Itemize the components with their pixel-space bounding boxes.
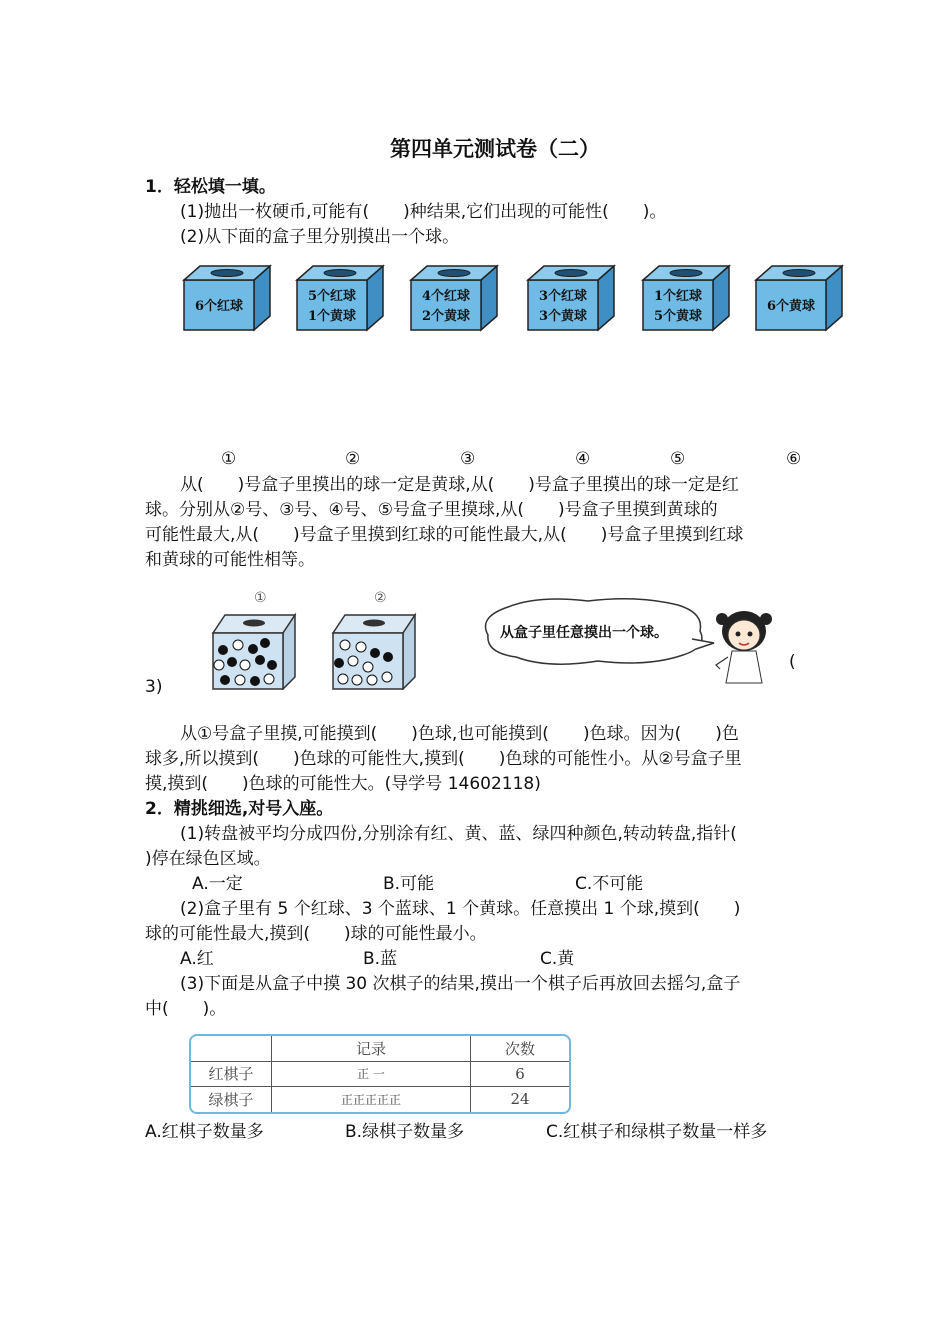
box-6-text: 6个黄球	[766, 299, 816, 314]
box-4-text: 3个红球	[538, 289, 588, 304]
table-row2-label: 绿棋子	[191, 1086, 272, 1112]
q1-p2-line2: 球。分别从②号、③号、④号、⑤号盒子里摸球,从( )号盒子里摸到黄球的	[145, 500, 718, 520]
table-header-count: 次数	[471, 1036, 570, 1061]
box2	[333, 615, 415, 689]
table-header-record: 记录	[272, 1036, 471, 1061]
box-5-text: 5个黄球	[653, 309, 703, 324]
q1-p3-line1: 从①号盒子里摸,可能摸到( )色球,也可能摸到( )色球。因为( )色	[180, 724, 739, 744]
box-number-5: ⑤	[670, 449, 686, 469]
table-row2-tally: 正正正正正	[272, 1086, 471, 1112]
box-number-1: ①	[221, 449, 237, 469]
q2-s2-line1: (2)盒子里有 5 个红球、3 个蓝球、1 个黄球。任意摸出 1 个球,摸到( )	[180, 899, 741, 919]
box-6	[756, 266, 842, 330]
ball-boxes-figure	[180, 262, 850, 347]
table-header-blank	[191, 1036, 272, 1061]
girl-illustration	[714, 605, 780, 685]
q2-heading: 2．精挑细选,对号入座。	[145, 799, 334, 819]
q1-p3-open-paren: (	[789, 652, 796, 672]
q1-p3-line2: 球多,所以摸到( )色球的可能性大,摸到( )色球的可能性小。从②号盒子里	[145, 749, 742, 769]
box-number-2: ②	[345, 449, 361, 469]
box-4-text: 3个黄球	[538, 309, 588, 324]
q1-p2-line1: 从( )号盒子里摸出的球一定是黄球,从( )号盒子里摸出的球一定是红	[180, 475, 739, 495]
box-3	[411, 266, 497, 330]
q2-s2-line2: 球的可能性最大,摸到( )球的可能性最小。	[145, 924, 487, 944]
table-row1-label: 红棋子	[191, 1061, 272, 1086]
q2-s1-option-a: A.一定	[192, 874, 243, 894]
q2-s3-option-c: C.红棋子和绿棋子数量一样多	[546, 1122, 768, 1142]
q2-s1-option-c: C.不可能	[575, 874, 644, 894]
box-1-text: 6个红球	[194, 299, 244, 314]
q1-part1: (1)抛出一枚硬币,可能有( )种结果,它们出现的可能性( )。	[180, 202, 667, 222]
box2-label: ②	[374, 590, 387, 606]
speech-text: 从盒子里任意摸出一个球。	[500, 625, 668, 641]
q1-p3-label: 3)	[145, 677, 163, 697]
box-2	[297, 266, 383, 330]
q2-s1-option-b: B.可能	[383, 874, 435, 894]
q2-s3-option-a: A.红棋子数量多	[145, 1122, 264, 1142]
q1-p3-line3: 摸,摸到( )色球的可能性大。(导学号 14602118)	[145, 774, 541, 794]
box-3-text: 4个红球	[421, 289, 471, 304]
box-3-text: 2个黄球	[421, 309, 471, 324]
box-5	[643, 266, 729, 330]
record-table	[189, 1034, 571, 1114]
q2-s2-option-b: B.蓝	[363, 949, 398, 969]
box-2-text: 5个红球	[307, 289, 357, 304]
q1-part2: (2)从下面的盒子里分别摸出一个球。	[180, 227, 460, 247]
box-number-4: ④	[575, 449, 591, 469]
q2-s3-line2: 中( )。	[145, 999, 227, 1019]
box-1	[184, 266, 270, 330]
q2-s3-option-b: B.绿棋子数量多	[345, 1122, 465, 1142]
box-4	[528, 266, 614, 330]
q2-s2-option-a: A.红	[180, 949, 214, 969]
pebble-boxes-figure	[205, 605, 435, 690]
q1-p2-line4: 和黄球的可能性相等。	[145, 550, 315, 570]
box1	[213, 615, 295, 689]
box-number-3: ③	[460, 449, 476, 469]
q2-s2-option-c: C.黄	[540, 949, 575, 969]
q1-p2-line3: 可能性最大,从( )号盒子里摸到红球的可能性最大,从( )号盒子里摸到红球	[145, 525, 744, 545]
box-2-text: 1个黄球	[307, 309, 357, 324]
page-title: 第四单元测试卷（二）	[390, 136, 600, 161]
box-number-6: ⑥	[786, 449, 802, 469]
box1-label: ①	[254, 590, 267, 606]
table-row2-count: 24	[510, 1090, 530, 1109]
q2-s3-line1: (3)下面是从盒子中摸 30 次棋子的结果,摸出一个棋子后再放回去摇匀,盒子	[180, 974, 741, 994]
table-row1-tally: 正 一	[272, 1061, 471, 1086]
q2-s1-line1: (1)转盘被平均分成四份,分别涂有红、黄、蓝、绿四种颜色,转动转盘,指针(	[180, 824, 737, 844]
table-row1-count: 6	[471, 1061, 570, 1086]
box-5-text: 1个红球	[653, 289, 703, 304]
q2-s1-line2: )停在绿色区域。	[145, 849, 271, 869]
q1-heading: 1．轻松填一填。	[145, 177, 276, 197]
